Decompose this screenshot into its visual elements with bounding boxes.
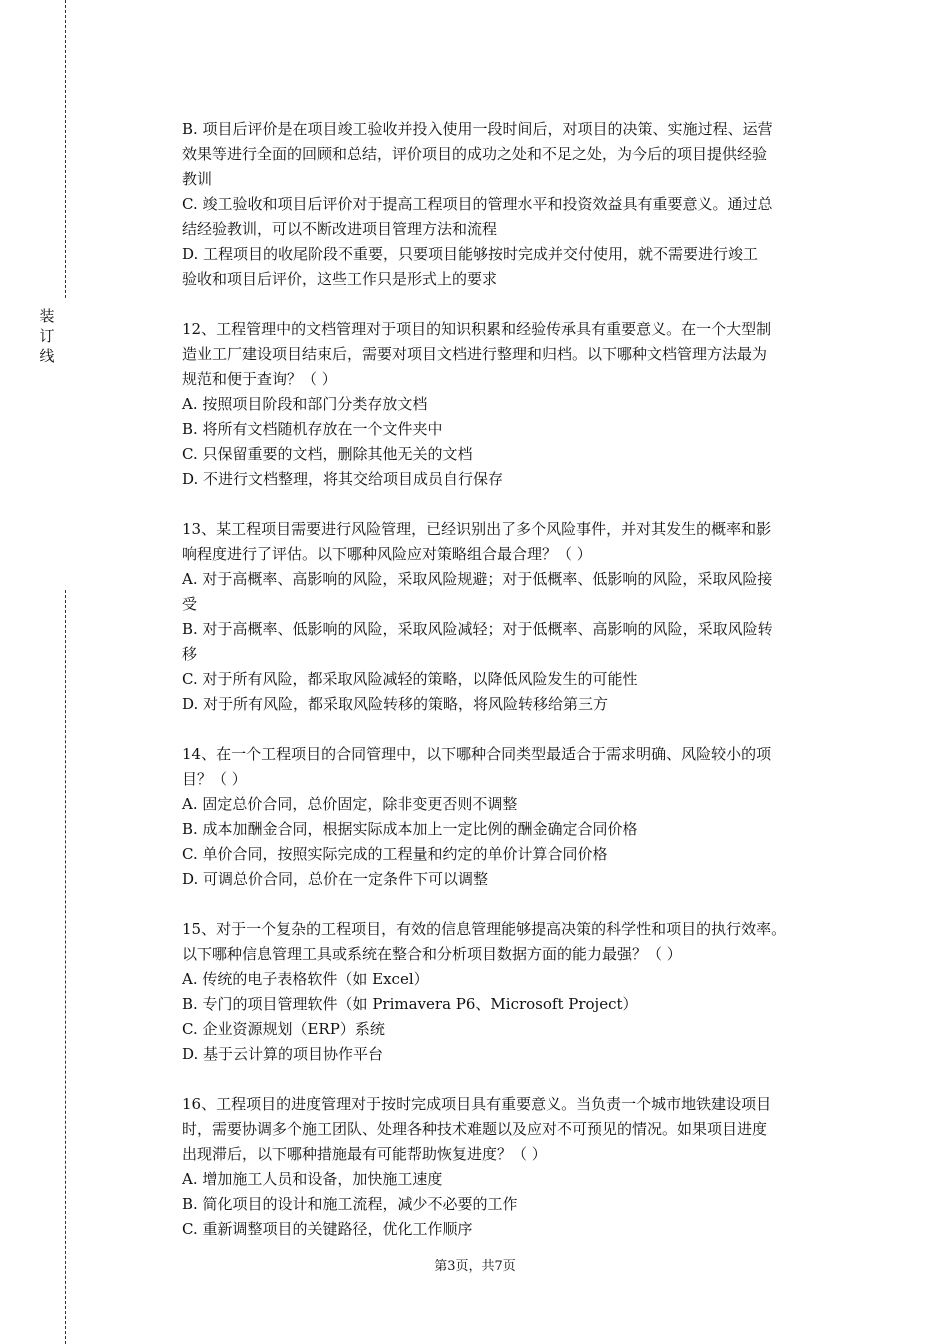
binding-label — [38, 306, 56, 366]
question-block — [182, 517, 852, 717]
question-stem: 时，需要协调多个施工团队、处理各种技术难题以及应对不可预见的情况。如果项目进度 — [182, 1120, 768, 1138]
question-stem: 15、对于一个复杂的工程项目，有效的信息管理能够提高决策的科学性和项目的执行效率。 — [182, 920, 787, 938]
answer-option: B. 简化项目的设计和施工流程，减少不必要的工作 — [182, 1195, 518, 1213]
question-stem: 造业工厂建设项目结束后，需要对项目文档进行整理和归档。以下哪种文档管理方法最为 — [182, 345, 768, 363]
page-number: 第3页，共7页 — [434, 1259, 516, 1274]
answer-option: 受 — [182, 595, 198, 613]
question-stem: 规范和便于查询？（ ） — [182, 370, 337, 388]
text-line: 效果等进行全面的回顾和总结，评价项目的成功之处和不足之处，为今后的项目提供经验 — [182, 145, 768, 163]
answer-option: A. 按照项目阶段和部门分类存放文档 — [182, 395, 428, 413]
answer-option: C. 单价合同，按照实际完成的工程量和约定的单价计算合同价格 — [182, 845, 608, 863]
question-block — [182, 317, 852, 492]
question-stem: 14、在一个工程项目的合同管理中，以下哪种合同类型最适合于需求明确、风险较小的项 — [182, 745, 772, 763]
question-block — [182, 1092, 852, 1242]
answer-option: B. 对于高概率、低影响的风险，采取风险减轻；对于低概率、高影响的风险，采取风险转 — [182, 620, 773, 638]
text-line: 结经验教训，可以不断改进项目管理方法和流程 — [182, 220, 498, 238]
text-line: 教训 — [182, 170, 213, 188]
answer-option: A. 对于高概率、高影响的风险，采取风险规避；对于低概率、低影响的风险，采取风险接 — [182, 570, 773, 588]
answer-option: D. 对于所有风险，都采取风险转移的策略，将风险转移给第三方 — [182, 695, 609, 713]
question-stem: 以下哪种信息管理工具或系统在整合和分析项目数据方面的能力最强？（ ） — [182, 945, 682, 963]
question-block — [182, 742, 852, 892]
page-content — [182, 117, 852, 1242]
question-block — [182, 917, 852, 1067]
answer-option: D. 不进行文档整理，将其交给项目成员自行保存 — [182, 470, 504, 488]
answer-option: A. 传统的电子表格软件（如 Excel） — [182, 970, 429, 988]
answer-option: C. 对于所有风险，都采取风险减轻的策略，以降低风险发生的可能性 — [182, 670, 638, 688]
answer-option: A. 增加施工人员和设备，加快施工速度 — [182, 1170, 443, 1188]
text-line: C. 竣工验收和项目后评价对于提高工程项目的管理水平和投资效益具有重要意义。通过总 — [182, 195, 773, 213]
binding-label-char: 订 — [39, 327, 55, 345]
question-stem: 出现滞后，以下哪种措施最有可能帮助恢复进度？（ ） — [182, 1145, 547, 1163]
question-block — [182, 117, 852, 292]
text-line: B. 项目后评价是在项目竣工验收并投入使用一段时间后，对项目的决策、实施过程、运营 — [182, 120, 773, 138]
question-stem: 响程度进行了评估。以下哪种风险应对策略组合最合理？（ ） — [182, 545, 592, 563]
answer-option: 移 — [182, 645, 198, 663]
answer-option: D. 可调总价合同，总价在一定条件下可以调整 — [182, 870, 489, 888]
answer-option: D. 基于云计算的项目协作平台 — [182, 1045, 384, 1063]
text-line: D. 工程项目的收尾阶段不重要，只要项目能够按时完成并交付使用，就不需要进行竣工 — [182, 245, 759, 263]
question-stem: 16、工程项目的进度管理对于按时完成项目具有重要意义。当负责一个城市地铁建设项目 — [182, 1095, 772, 1113]
answer-option: B. 成本加酬金合同，根据实际成本加上一定比例的酬金确定合同价格 — [182, 820, 638, 838]
question-stem: 13、某工程项目需要进行风险管理，已经识别出了多个风险事件，并对其发生的概率和影 — [182, 520, 772, 538]
question-stem: 目？（ ） — [182, 770, 247, 788]
binding-line-top — [65, 0, 66, 298]
binding-line-bottom — [65, 590, 66, 1344]
text-line: 验收和项目后评价，这些工作只是形式上的要求 — [182, 270, 498, 288]
answer-option: B. 专门的项目管理软件（如 Primavera P6、Microsoft Project） — [182, 995, 638, 1013]
answer-option: A. 固定总价合同，总价固定，除非变更否则不调整 — [182, 795, 518, 813]
answer-option: C. 企业资源规划（ERP）系统 — [182, 1020, 385, 1038]
binding-label-char: 线 — [39, 347, 55, 365]
binding-label-char: 装 — [39, 307, 55, 325]
question-stem: 12、工程管理中的文档管理对于项目的知识积累和经验传承具有重要意义。在一个大型制 — [182, 320, 772, 338]
answer-option: C. 只保留重要的文档，删除其他无关的文档 — [182, 445, 473, 463]
answer-option: B. 将所有文档随机存放在一个文件夹中 — [182, 420, 443, 438]
answer-option: C. 重新调整项目的关键路径，优化工作顺序 — [182, 1220, 473, 1238]
